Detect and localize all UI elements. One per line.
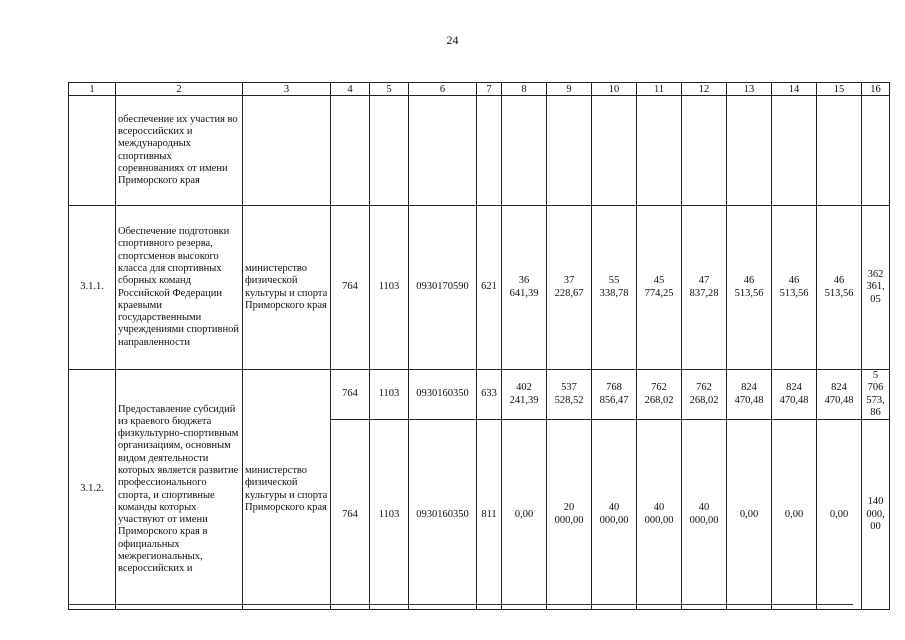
cell-c10: 55 338,78 <box>592 206 637 370</box>
header-cell: 14 <box>772 83 817 96</box>
cell-c12: 762 268,02 <box>682 370 727 420</box>
cell-c5: 1103 <box>370 206 409 370</box>
cell-c14: 0,00 <box>772 420 817 610</box>
row-description: Предоставление субсидий из краевого бюджета физкультурно-спортивным организациям, основным видом деятельности которых является развитие профессионального спорта, и спортивные команды которых участвуют от имени Приморского края в официальных межрегиональных, всероссийских и <box>116 370 243 610</box>
continuation-description: обеспечение их участия во всероссийских и международных спортивных соревнованиях от имени Приморского края <box>116 96 243 206</box>
cell-c15: 46 513,56 <box>817 206 862 370</box>
header-cell: 7 <box>477 83 502 96</box>
cell-c4: 764 <box>331 206 370 370</box>
cell-c16: 362 361,05 <box>862 206 890 370</box>
table-row-3-1-1 <box>69 206 890 370</box>
header-cell: 9 <box>547 83 592 96</box>
cell-c5: 1103 <box>370 420 409 610</box>
cell-c14: 824 470,48 <box>772 370 817 420</box>
cell-c4: 764 <box>331 420 370 610</box>
budget-table <box>68 82 890 610</box>
cell-c7: 811 <box>477 420 502 610</box>
row-responsible: министерство физической культуры и спорта Приморского края <box>243 206 331 370</box>
header-cell: 11 <box>637 83 682 96</box>
cell-c9: 37 228,67 <box>547 206 592 370</box>
page-bottom-rule <box>68 604 853 605</box>
cell-c8: 0,00 <box>502 420 547 610</box>
cell-c13: 46 513,56 <box>727 206 772 370</box>
header-cell: 5 <box>370 83 409 96</box>
header-cell: 16 <box>862 83 890 96</box>
cell-c10: 768 856,47 <box>592 370 637 420</box>
cell-c6: 0930170590 <box>409 206 477 370</box>
cell-c13: 0,00 <box>727 420 772 610</box>
cell-c8: 402 241,39 <box>502 370 547 420</box>
cell-c14: 46 513,56 <box>772 206 817 370</box>
cell-c15: 0,00 <box>817 420 862 610</box>
cell-c7: 621 <box>477 206 502 370</box>
cell-c6: 0930160350 <box>409 420 477 610</box>
header-cell: 4 <box>331 83 370 96</box>
cell-c13: 824 470,48 <box>727 370 772 420</box>
cell-c7: 633 <box>477 370 502 420</box>
cell-c6: 0930160350 <box>409 370 477 420</box>
header-cell: 10 <box>592 83 637 96</box>
cell-c9: 537 528,52 <box>547 370 592 420</box>
header-cell: 15 <box>817 83 862 96</box>
header-cell: 13 <box>727 83 772 96</box>
table-row-continuation <box>69 96 890 206</box>
row-index: 3.1.1. <box>69 206 116 370</box>
cell-c12: 47 837,28 <box>682 206 727 370</box>
header-cell: 1 <box>69 83 116 96</box>
page-number: 24 <box>446 33 459 47</box>
cell-c11: 762 268,02 <box>637 370 682 420</box>
cell-c12: 40 000,00 <box>682 420 727 610</box>
row-index: 3.1.2. <box>69 370 116 610</box>
header-cell: 6 <box>409 83 477 96</box>
cell-c8: 36 641,39 <box>502 206 547 370</box>
cell-c15: 824 470,48 <box>817 370 862 420</box>
header-cell: 12 <box>682 83 727 96</box>
row-responsible: министерство физической культуры и спорта Приморского края <box>243 370 331 610</box>
cell-c11: 45 774,25 <box>637 206 682 370</box>
row-description: Обеспечение подготовки спортивного резерва, спортсменов высокого класса для спортивных сборных команд Российской Федерации краевыми государственными учреждениями спортивной направленности <box>116 206 243 370</box>
cell-c11: 40 000,00 <box>637 420 682 610</box>
header-cell: 3 <box>243 83 331 96</box>
table-row-3-1-2-line-1 <box>69 370 890 420</box>
cell-c9: 20 000,00 <box>547 420 592 610</box>
header-row <box>69 83 890 96</box>
cell-c16: 5 706 573,86 <box>862 370 890 420</box>
cell-c4: 764 <box>331 370 370 420</box>
header-cell: 2 <box>116 83 243 96</box>
header-cell: 8 <box>502 83 547 96</box>
cell-c10: 40 000,00 <box>592 420 637 610</box>
cell-c16: 140 000,00 <box>862 420 890 610</box>
cell-c5: 1103 <box>370 370 409 420</box>
